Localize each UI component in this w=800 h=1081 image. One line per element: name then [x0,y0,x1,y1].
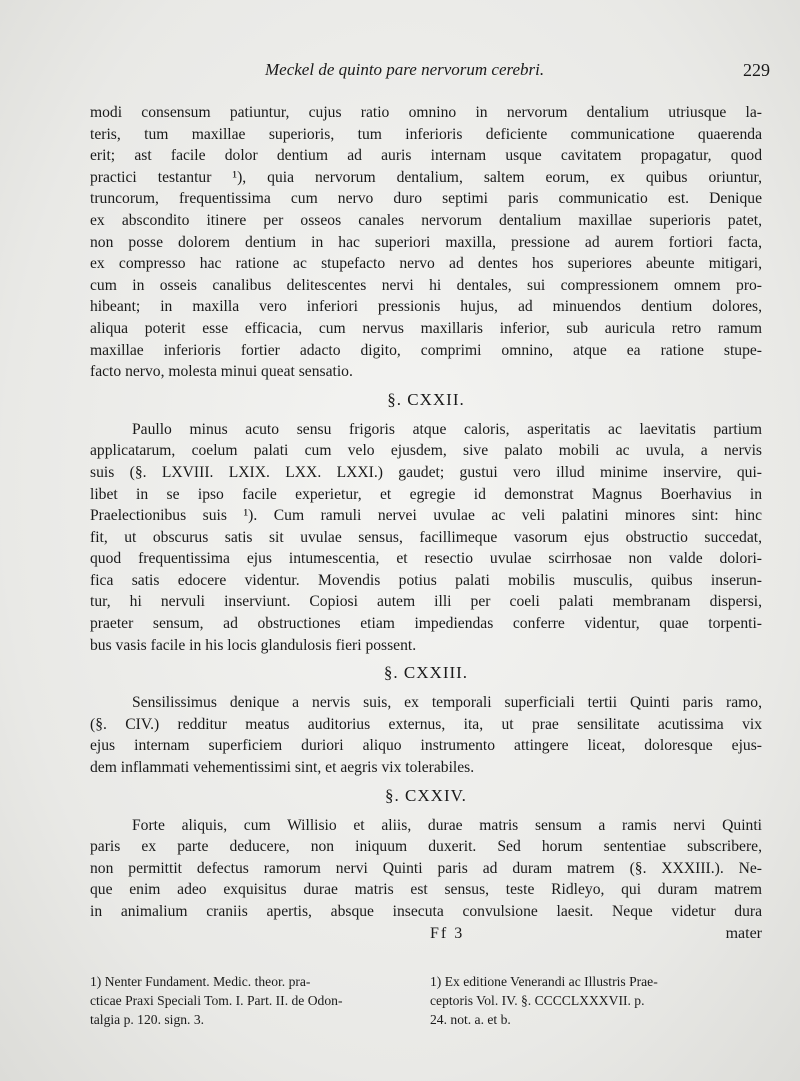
text-line: Praelectionibus suis ¹). Cum ramuli nervei uvulae ac veli palatini minores sint: hinc [90,507,762,525]
footnote-line: 1) Ex editione Venerandi ac Illustris Prae- [430,974,658,989]
text-line: truncorum, frequentissima cum nervo duro septimi paris communicatio est. Denique [90,190,762,208]
text-line: bus vasis facile in his locis glandulosis fieri possent. [90,636,417,654]
text-line: Paullo minus acuto sensu frigoris atque caloris, asperitatis ac laevitatis partium [132,420,762,438]
text-line: modi consensum patiuntur, cujus ratio omnino in nervorum dentalium utriusque la- [90,104,762,121]
footnote-line: talgia p. 120. sign. 3. [90,1012,205,1027]
text-line: fit, ut obscurus satis sit uvulae sensus, facillimeque vasorum ejus obstructio succedat, [90,528,762,546]
section-cxxii-text [90,419,762,657]
catchword: mater [725,924,762,942]
text-line: dem inflammati vehementissimi sint, et aegris vix tolerabiles. [90,759,475,777]
footnote-line: cticae Praxi Speciali Tom. I. Part. II. de Odon- [90,993,343,1008]
section-heading-cxxii: §. CXXII. [387,389,465,409]
text-line: Sensilissimus denique a nervis suis, ex temporali superficiali tertii Quinti paris ramo, [132,694,762,712]
text-line: non permittit defectus ramorum nervi Quinti paris ad duram matrem (§. XXXIII.). Ne- [90,859,762,877]
text-line: non posse dolorem dentium in hac superiori maxilla, pressione ad aurem fortiori facta, [90,233,762,251]
text-line: maxillae inferioris fortier adacto digito, comprimi omnino, atque ea ratione stupe- [90,341,762,359]
text-line: (§. CIV.) redditur meatus auditorius externus, ita, ut prae sensilitate acutissima vix [90,715,762,733]
text-line: paris ex parte deducere, non iniquum duxerit. Sed horum sententiae subscribere, [90,838,762,856]
text-line: applicatarum, coelum palati cum velo ejusdem, sive palato mobili ac uvula, a nervis [90,442,762,460]
section-heading-cxxiii: §. CXXIII. [383,663,469,683]
footnote-line: 24. not. a. et b. [430,1012,511,1027]
footnote-line: ceptoris Vol. IV. §. CCCCLXXXVII. p. [430,993,645,1008]
text-line: libet in se ipso facile experietur, et egregie id demonstrat Magnus Boerhavius in [90,485,762,503]
paragraph-1 [90,102,762,383]
text-line: cum in osseis canalibus delitescentes nervi hi dentales, sui compressionem omnem pro- [90,276,762,294]
section-heading-cxxiv: §. CXXIV. [385,785,467,805]
page-number: 229 [743,60,770,80]
text-line: que enim adeo exquisitus durae matris est sensus, teste Ridleyo, qui duram matrem [90,881,762,899]
text-line: aliqua poterit esse efficacia, cum nervus maxillaris inferior, sub auricula retro ramum [90,319,762,337]
text-line: fica satis edocere videntur. Movendis potius palati mobilis musculis, quibus inserun- [90,571,762,589]
text-line: praeter sensum, ad obstructiones etiam impediendas conferre videntur, quae torpenti- [90,615,762,633]
footnote-line: 1) Nenter Fundament. Medic. theor. pra- [90,974,311,989]
running-title: Meckel de quinto pare nervorum cerebri. [265,60,545,79]
text-line: ex abscondito itinere per osseos canales nervorum dentalium maxillae superioris patet, [90,211,762,229]
footnotes [90,972,770,1028]
text-line: ex compresso hac ratione ac stupefacto nervo ad dentes hos superiores abeunte mitigari, [90,255,762,273]
text-line: quod frequentissima ejus intumescentia, et resectio uvulae scirrhosae non valde dolori- [90,550,762,568]
text-line: Forte aliquis, cum Willisio et aliis, durae matris sensum a ramis nervi Quinti [132,816,762,834]
section-cxxiv-text [90,815,762,923]
text-line: teris, tum maxillae superioris, tum inferioris deficiente communicatione quaerenda [90,125,762,143]
signature-row [90,923,762,945]
text-line: hibeant; in maxilla vero inferiori pressionis hujus, ad minuendos dentium dolores, [90,298,762,316]
footnote-left [90,972,410,1029]
footnote-right [430,972,770,1029]
text-line: practici testantur ¹), quia nervorum dentalium, saltem eorum, ex quibus oriuntur, [90,168,762,186]
text-line: facto nervo, molesta minui queat sensatio. [90,363,353,381]
body-text [90,102,762,945]
page-header [90,60,770,86]
printer-signature: Ff 3 [430,924,465,942]
text-line: suis (§. LXVIII. LXIX. LXX. LXXI.) gaudet; gustui vero illud minime inservire, qui- [90,463,762,481]
text-line: erit; ast facile dolor dentium ad auris internam usque cavitatem propagatur, quod [90,147,762,165]
section-cxxiii-text [90,692,762,778]
text-line: tur, hi nervuli inserviunt. Copiosi autem illi per coeli palati membranam dispersi, [90,593,762,611]
text-line: in animalium craniis apertis, absque insecuta convulsione laesit. Neque videtur dura [90,903,762,920]
text-line: ejus internam superficiem duriori aliquo instrumento attingere liceat, doloresque ejus- [90,737,762,755]
